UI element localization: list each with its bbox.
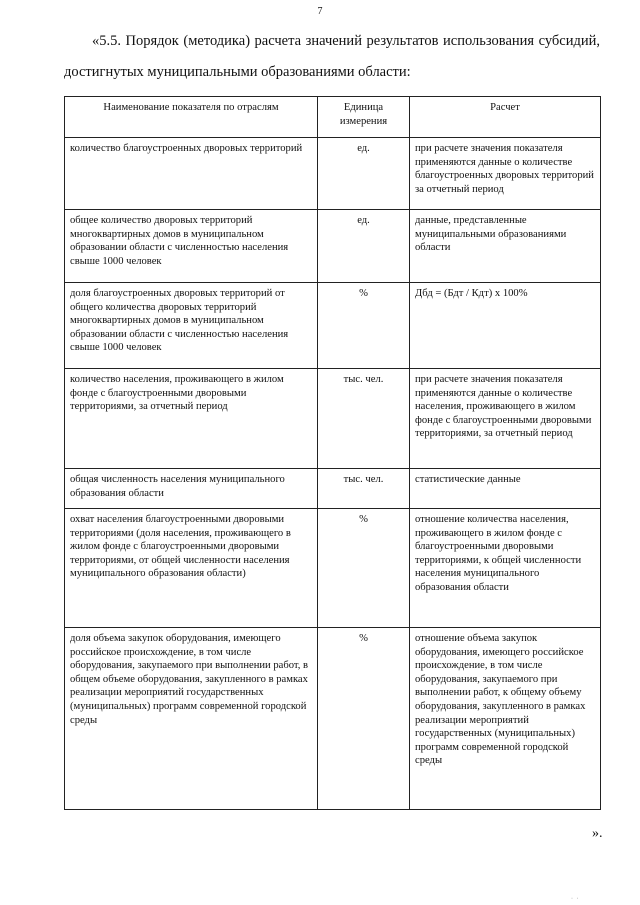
table-row [65,138,601,210]
indicator-unit: % [318,283,410,369]
table-row [65,469,601,509]
table-row [65,369,601,469]
indicator-name: количество благоустроенных дворовых территорий [65,138,318,210]
indicator-calculation: данные, представленные муниципальными образованиями области [410,210,601,283]
table-row [65,283,601,369]
indicator-calculation: Дбд = (Бдт / Кдт) х 100% [410,283,601,369]
table-header-row [65,97,601,138]
table-row [65,210,601,283]
indicator-name: общая численность населения муниципального образования области [65,469,318,509]
indicator-calculation: отношение объема закупок оборудования, имеющего российское происхождение, в том числе оборудования, закупаемого при выполнении работ, к общему объему оборудования, закупленного в рамках реализации мероприятий государственных (муниципальных) программ современной городской среды [410,628,601,810]
indicator-unit: ед. [318,138,410,210]
indicator-name: доля благоустроенных дворовых территорий от общего количества дворовых территорий многоквартирных домов в муниципальном образовании области с численностью населения свыше 1000 человек [65,283,318,369]
page-number: 7 [317,6,323,17]
indicator-calculation: отношение количества населения, проживающего в жилом фонде с благоустроенными дворовыми территориями, к общей численности населения муниципального образования области [410,509,601,628]
header-indicator-name: Наименование показателя по отраслям [65,97,318,138]
section-heading: «5.5. Порядок (методика) расчета значений результатов использования субсидий, достигнутых муниципальными образованиями области: [64,33,600,80]
indicator-unit: ед. [318,210,410,283]
indicators-table [64,96,601,810]
indicator-unit: тыс. чел. [318,369,410,469]
indicator-name: общее количество дворовых территорий многоквартирных домов в муниципальном образовании области с численностью населения свыше 1000 человек [65,210,318,283]
indicator-name: доля объема закупок оборудования, имеющего российское происхождение, в том числе оборудования, закупаемого при выполнении работ, в общем объеме оборудования, закупленного в рамках реализации мероприятий государственных (муниципальных) программ современной городской среды [65,628,318,810]
indicator-unit: % [318,509,410,628]
indicator-name: охват населения благоустроенными дворовыми территориями (доля населения, проживающего в жилом фонде с благоустроенными дворовыми территориями, от общей численности населения муниципального образования области) [65,509,318,628]
closing-quote: ». [592,826,603,841]
indicator-calculation: статистические данные [410,469,601,509]
header-unit: Единица измерения [318,97,410,138]
indicator-unit: тыс. чел. [318,469,410,509]
scan-mark: · · [571,896,580,902]
indicator-name: количество населения, проживающего в жилом фонде с благоустроенными дворовыми территориями, за отчетный период [65,369,318,469]
indicator-calculation: при расчете значения показателя применяются данные о количестве населения, проживающего в жилом фонде с благоустроенными дворовыми территориями, за отчетный период [410,369,601,469]
header-calculation: Расчет [410,97,601,138]
indicator-unit: % [318,628,410,810]
table-row [65,509,601,628]
indicator-calculation: при расчете значения показателя применяются данные о количестве благоустроенных дворовых территорий за отчетный период [410,138,601,210]
table-row [65,628,601,810]
